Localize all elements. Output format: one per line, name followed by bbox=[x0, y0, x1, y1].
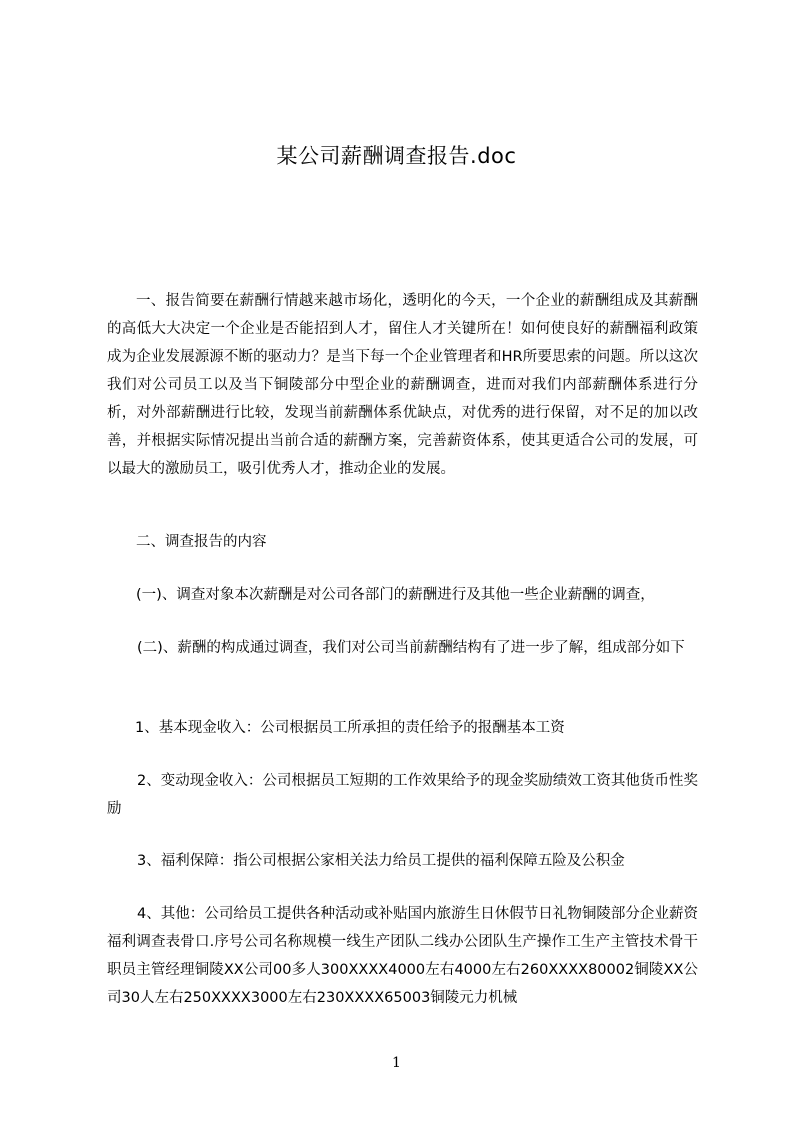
paragraph-salary-composition: (二)、薪酬的构成通过调查，我们对公司当前薪酬结构有了进一步了解，组成部分如下 bbox=[137, 640, 685, 656]
section-heading-content: 二、调查报告的内容 bbox=[136, 534, 267, 550]
paragraph-intro: 一、报告简要在薪酬行情越来越市场化，透明化的今天，一个企业的薪酬组成及其薪酬的高低大大决定一个企业是否能招到人才，留住人才关键所在！如何使良好的薪酬福利政策成为企业发展源源不断的驱动力？是当下每一个企业管理者和HR所要思索的问题。所以这次我们对公司员工以及当下铜陵部分中型企业的薪酬调查，进而对我们内部薪酬体系进行分析，对外部薪酬进行比较，发现当前薪酬体系优缺点，对优秀的进行保留，对不足的加以改善，并根据实际情况提出当前合适的薪酬方案，完善薪资体系，使其更适合公司的发展，可以最大的激励员工，吸引优秀人才，推动企业的发展。 bbox=[107, 293, 698, 477]
list-item-variable-cash: 2、变动现金收入：公司根据员工短期的工作效果给予的现金奖励绩效工资其他货币性奖励 bbox=[107, 773, 698, 817]
list-item-welfare: 3、福利保障：指公司根据公家相关法力给员工提供的福利保障五险及公积金 bbox=[137, 853, 625, 869]
paragraph-survey-subject: (一)、调查对象本次薪酬是对公司各部门的薪酬进行及其他一些企业薪酬的调查， bbox=[136, 587, 655, 603]
list-item-base-cash: 1、基本现金收入：公司根据员工所承担的责任给予的报酬基本工资 bbox=[135, 720, 565, 736]
document-title: 某公司薪酬调查报告.doc bbox=[276, 144, 517, 168]
list-item-other: 4、其他：公司给员工提供各种活动或补贴国内旅游生日休假节日礼物铜陵部分企业薪资福利调查表骨口.序号公司名称规模一线生产团队二线办公团队生产操作工生产主管技术骨干职员主管经理铜陵XX公司00多人300XXXX4000左右4000左右260XXXX80002铜陵XX公司30人左右250XXXX3000左右230XXXX65003铜陵元力机械 bbox=[107, 906, 698, 1006]
page-number: 1 bbox=[392, 1055, 401, 1071]
